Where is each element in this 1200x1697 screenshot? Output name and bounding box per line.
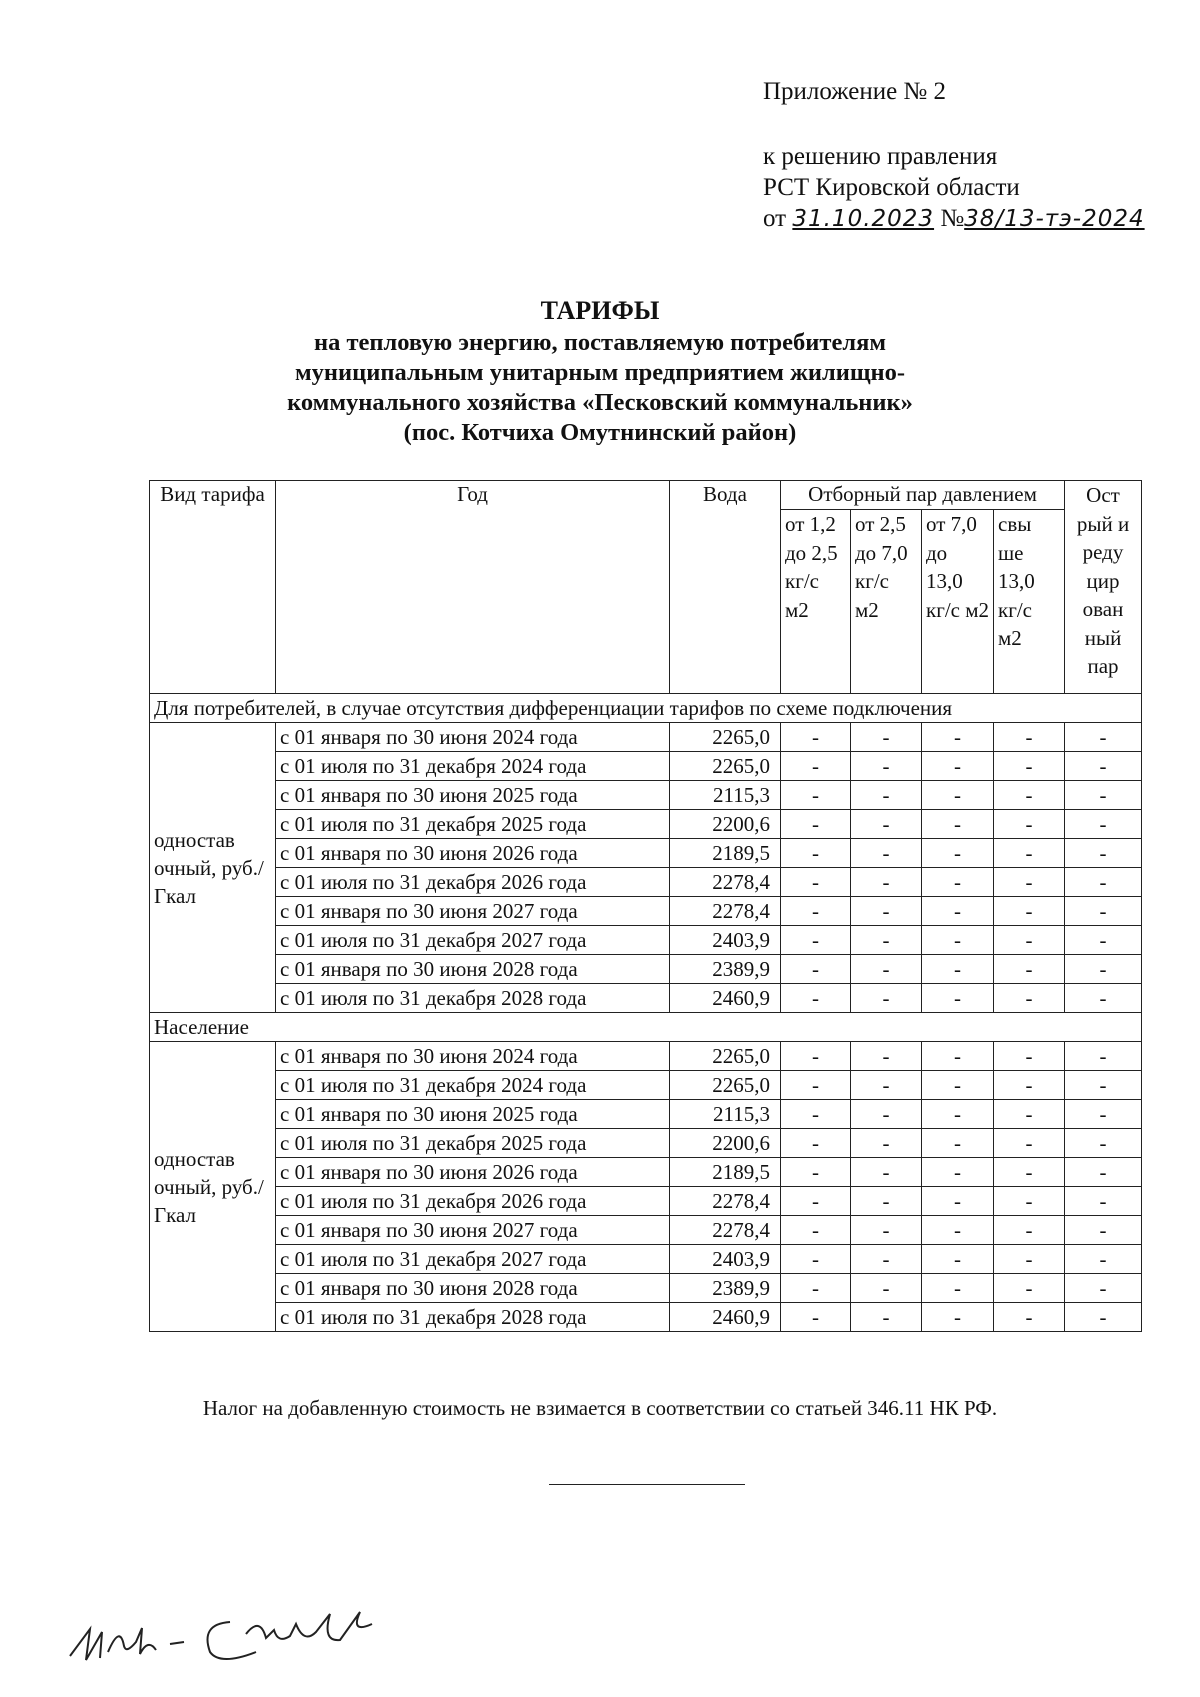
sharp-steam-cell: -: [1065, 752, 1142, 781]
table-row: [150, 752, 1142, 781]
steam-4-cell: -: [994, 1303, 1065, 1332]
steam-3-cell: -: [922, 1187, 994, 1216]
steam-3-cell: -: [922, 752, 994, 781]
sharp-steam-cell: -: [1065, 1216, 1142, 1245]
steam-3-cell: -: [922, 1245, 994, 1274]
table-row: [150, 897, 1142, 926]
period-cell: с 01 июля по 31 декабря 2026 года: [276, 1187, 670, 1216]
steam-4-cell: -: [994, 1100, 1065, 1129]
sharp-steam-cell: -: [1065, 926, 1142, 955]
title-line-3: коммунального хозяйства «Песковский коммунальник»: [287, 389, 913, 416]
steam-4-cell: -: [994, 1158, 1065, 1187]
water-cell: 2265,0: [670, 1042, 781, 1071]
table-row: [150, 723, 1142, 752]
period-cell: с 01 января по 30 июня 2027 года: [276, 897, 670, 926]
steam-2-cell: -: [851, 1129, 922, 1158]
steam-2-cell: -: [851, 1042, 922, 1071]
sharp-steam-cell: -: [1065, 868, 1142, 897]
tariff-kind-cell: одностав очный, руб./Гкал: [150, 723, 276, 1013]
steam-1-cell: -: [781, 1303, 851, 1332]
decision-number: 38/13-тэ-2024: [964, 206, 1145, 232]
sharp-steam-cell: -: [1065, 1042, 1142, 1071]
period-cell: с 01 июля по 31 декабря 2024 года: [276, 752, 670, 781]
table-row: [150, 1042, 1142, 1071]
period-cell: с 01 июля по 31 декабря 2027 года: [276, 926, 670, 955]
steam-4-cell: -: [994, 1129, 1065, 1158]
header-steam-group: Отборный пар давлением: [781, 481, 1065, 510]
date-prefix: от: [763, 205, 787, 232]
water-cell: 2265,0: [670, 752, 781, 781]
steam-2-cell: -: [851, 1100, 922, 1129]
steam-3-cell: -: [922, 926, 994, 955]
header-year: Год: [276, 481, 670, 694]
sharp-steam-cell: -: [1065, 1187, 1142, 1216]
steam-2-cell: -: [851, 1303, 922, 1332]
water-cell: 2278,4: [670, 1216, 781, 1245]
water-cell: 2389,9: [670, 1274, 781, 1303]
header-steam-1: от 1,2 до 2,5 кг/с м2: [781, 510, 851, 694]
steam-4-cell: -: [994, 1216, 1065, 1245]
period-cell: с 01 января по 30 июня 2028 года: [276, 955, 670, 984]
end-rule: [549, 1484, 745, 1485]
steam-3-cell: -: [922, 897, 994, 926]
section-title: Население: [150, 1013, 1142, 1042]
period-cell: с 01 января по 30 июня 2025 года: [276, 1100, 670, 1129]
handwritten-signature: [60, 1594, 390, 1674]
steam-2-cell: -: [851, 1245, 922, 1274]
table-row: [150, 810, 1142, 839]
water-cell: 2115,3: [670, 1100, 781, 1129]
steam-4-cell: -: [994, 1042, 1065, 1071]
steam-3-cell: -: [922, 1042, 994, 1071]
sharp-steam-cell: -: [1065, 1245, 1142, 1274]
appendix-line-2: РСТ Кировской области: [763, 174, 1020, 201]
steam-3-cell: -: [922, 810, 994, 839]
water-cell: 2278,4: [670, 1187, 781, 1216]
steam-3-cell: -: [922, 955, 994, 984]
steam-3-cell: -: [922, 1158, 994, 1187]
table-row: [150, 1303, 1142, 1332]
title-line-2: муниципальным унитарным предприятием жилищно-: [294, 359, 906, 386]
period-cell: с 01 июля по 31 декабря 2024 года: [276, 1071, 670, 1100]
steam-1-cell: -: [781, 955, 851, 984]
table-row: [150, 1187, 1142, 1216]
water-cell: 2278,4: [670, 897, 781, 926]
steam-3-cell: -: [922, 1129, 994, 1158]
sharp-steam-cell: -: [1065, 984, 1142, 1013]
table-row: [150, 839, 1142, 868]
steam-2-cell: -: [851, 955, 922, 984]
header-steam-4: свы ше 13,0 кг/с м2: [994, 510, 1065, 694]
period-cell: с 01 января по 30 июня 2024 года: [276, 1042, 670, 1071]
steam-2-cell: -: [851, 1158, 922, 1187]
header-steam-3: от 7,0 до 13,0 кг/с м2: [922, 510, 994, 694]
table-row: [150, 1071, 1142, 1100]
appendix-date-line: [763, 203, 1145, 235]
title-line-1: на тепловую энергию, поставляемую потребителям: [313, 329, 887, 356]
period-cell: с 01 июля по 31 декабря 2025 года: [276, 810, 670, 839]
period-cell: с 01 января по 30 июня 2025 года: [276, 781, 670, 810]
sharp-steam-cell: -: [1065, 1274, 1142, 1303]
sharp-steam-cell: -: [1065, 897, 1142, 926]
appendix-line-1: к решению правления: [763, 143, 998, 170]
water-cell: 2189,5: [670, 839, 781, 868]
steam-4-cell: -: [994, 723, 1065, 752]
steam-1-cell: -: [781, 868, 851, 897]
appendix-title: Приложение № 2: [763, 78, 947, 105]
steam-1-cell: -: [781, 1245, 851, 1274]
steam-1-cell: -: [781, 897, 851, 926]
table-row: [150, 1129, 1142, 1158]
steam-4-cell: -: [994, 984, 1065, 1013]
sharp-steam-cell: -: [1065, 1303, 1142, 1332]
steam-1-cell: -: [781, 1100, 851, 1129]
steam-3-cell: -: [922, 868, 994, 897]
sharp-steam-cell: -: [1065, 955, 1142, 984]
steam-4-cell: -: [994, 1071, 1065, 1100]
period-cell: с 01 января по 30 июня 2026 года: [276, 839, 670, 868]
steam-4-cell: -: [994, 781, 1065, 810]
steam-1-cell: -: [781, 839, 851, 868]
decision-date: 31.10.2023: [792, 206, 935, 232]
steam-3-cell: -: [922, 723, 994, 752]
period-cell: с 01 июля по 31 декабря 2025 года: [276, 1129, 670, 1158]
table-row: [150, 1274, 1142, 1303]
steam-4-cell: -: [994, 810, 1065, 839]
steam-1-cell: -: [781, 1158, 851, 1187]
table-row: [150, 1245, 1142, 1274]
header-kind: Вид тарифа: [150, 481, 276, 694]
water-cell: 2403,9: [670, 926, 781, 955]
number-prefix: №: [940, 205, 965, 232]
sharp-steam-cell: -: [1065, 810, 1142, 839]
tariff-kind-cell: одностав очный, руб./Гкал: [150, 1042, 276, 1332]
steam-3-cell: -: [922, 1100, 994, 1129]
sharp-steam-cell: -: [1065, 723, 1142, 752]
steam-3-cell: -: [922, 984, 994, 1013]
steam-1-cell: -: [781, 984, 851, 1013]
sharp-steam-cell: -: [1065, 1100, 1142, 1129]
steam-2-cell: -: [851, 781, 922, 810]
water-cell: 2460,9: [670, 984, 781, 1013]
period-cell: с 01 июля по 31 декабря 2028 года: [276, 1303, 670, 1332]
water-cell: 2265,0: [670, 1071, 781, 1100]
steam-1-cell: -: [781, 926, 851, 955]
steam-3-cell: -: [922, 781, 994, 810]
water-cell: 2200,6: [670, 810, 781, 839]
water-cell: 2460,9: [670, 1303, 781, 1332]
steam-1-cell: -: [781, 1187, 851, 1216]
steam-2-cell: -: [851, 868, 922, 897]
steam-2-cell: -: [851, 723, 922, 752]
steam-1-cell: -: [781, 723, 851, 752]
steam-1-cell: -: [781, 810, 851, 839]
water-cell: 2278,4: [670, 868, 781, 897]
steam-1-cell: -: [781, 1042, 851, 1071]
sharp-steam-cell: -: [1065, 781, 1142, 810]
steam-2-cell: -: [851, 897, 922, 926]
table-row: [150, 781, 1142, 810]
steam-1-cell: -: [781, 752, 851, 781]
steam-4-cell: -: [994, 955, 1065, 984]
steam-2-cell: -: [851, 1274, 922, 1303]
period-cell: с 01 января по 30 июня 2024 года: [276, 723, 670, 752]
header-sharp-steam: Ост рый и реду цир ован ный пар: [1065, 481, 1142, 694]
period-cell: с 01 января по 30 июня 2027 года: [276, 1216, 670, 1245]
table-row: [150, 1100, 1142, 1129]
table-row: [150, 1158, 1142, 1187]
water-cell: 2265,0: [670, 723, 781, 752]
steam-3-cell: -: [922, 1303, 994, 1332]
sharp-steam-cell: -: [1065, 1129, 1142, 1158]
steam-1-cell: -: [781, 1129, 851, 1158]
tax-note: Налог на добавленную стоимость не взимается в соответствии со статьей 346.11 НК РФ.: [202, 1396, 998, 1420]
water-cell: 2200,6: [670, 1129, 781, 1158]
steam-3-cell: -: [922, 1216, 994, 1245]
steam-2-cell: -: [851, 839, 922, 868]
steam-2-cell: -: [851, 984, 922, 1013]
period-cell: с 01 июля по 31 декабря 2028 года: [276, 984, 670, 1013]
appendix-block: [763, 76, 1145, 235]
table-row: [150, 868, 1142, 897]
period-cell: с 01 января по 30 июня 2028 года: [276, 1274, 670, 1303]
steam-2-cell: -: [851, 752, 922, 781]
sharp-steam-cell: -: [1065, 1071, 1142, 1100]
steam-2-cell: -: [851, 810, 922, 839]
steam-4-cell: -: [994, 897, 1065, 926]
steam-3-cell: -: [922, 839, 994, 868]
steam-3-cell: -: [922, 1071, 994, 1100]
table-row: [150, 926, 1142, 955]
header-steam-2: от 2,5 до 7,0 кг/с м2: [851, 510, 922, 694]
steam-1-cell: -: [781, 1274, 851, 1303]
header-water: Вода: [670, 481, 781, 694]
table-row: [150, 1216, 1142, 1245]
tariff-table: [149, 480, 1142, 1332]
sharp-steam-cell: -: [1065, 1158, 1142, 1187]
steam-4-cell: -: [994, 1245, 1065, 1274]
water-cell: 2389,9: [670, 955, 781, 984]
steam-4-cell: -: [994, 926, 1065, 955]
sharp-steam-cell: -: [1065, 839, 1142, 868]
steam-4-cell: -: [994, 839, 1065, 868]
water-cell: 2189,5: [670, 1158, 781, 1187]
period-cell: с 01 июля по 31 декабря 2027 года: [276, 1245, 670, 1274]
steam-1-cell: -: [781, 781, 851, 810]
water-cell: 2403,9: [670, 1245, 781, 1274]
title-main: ТАРИФЫ: [540, 296, 660, 325]
document-title: [0, 294, 1200, 448]
steam-4-cell: -: [994, 1274, 1065, 1303]
steam-2-cell: -: [851, 1071, 922, 1100]
period-cell: с 01 января по 30 июня 2026 года: [276, 1158, 670, 1187]
table-row: [150, 984, 1142, 1013]
table-row: [150, 955, 1142, 984]
steam-2-cell: -: [851, 1187, 922, 1216]
steam-1-cell: -: [781, 1071, 851, 1100]
steam-3-cell: -: [922, 1274, 994, 1303]
steam-4-cell: -: [994, 1187, 1065, 1216]
steam-2-cell: -: [851, 926, 922, 955]
period-cell: с 01 июля по 31 декабря 2026 года: [276, 868, 670, 897]
steam-4-cell: -: [994, 868, 1065, 897]
title-line-4: (пос. Котчиха Омутнинский район): [403, 419, 797, 446]
steam-4-cell: -: [994, 752, 1065, 781]
steam-2-cell: -: [851, 1216, 922, 1245]
steam-1-cell: -: [781, 1216, 851, 1245]
section-title: Для потребителей, в случае отсутствия дифференциации тарифов по схеме подключения: [150, 694, 1142, 723]
water-cell: 2115,3: [670, 781, 781, 810]
